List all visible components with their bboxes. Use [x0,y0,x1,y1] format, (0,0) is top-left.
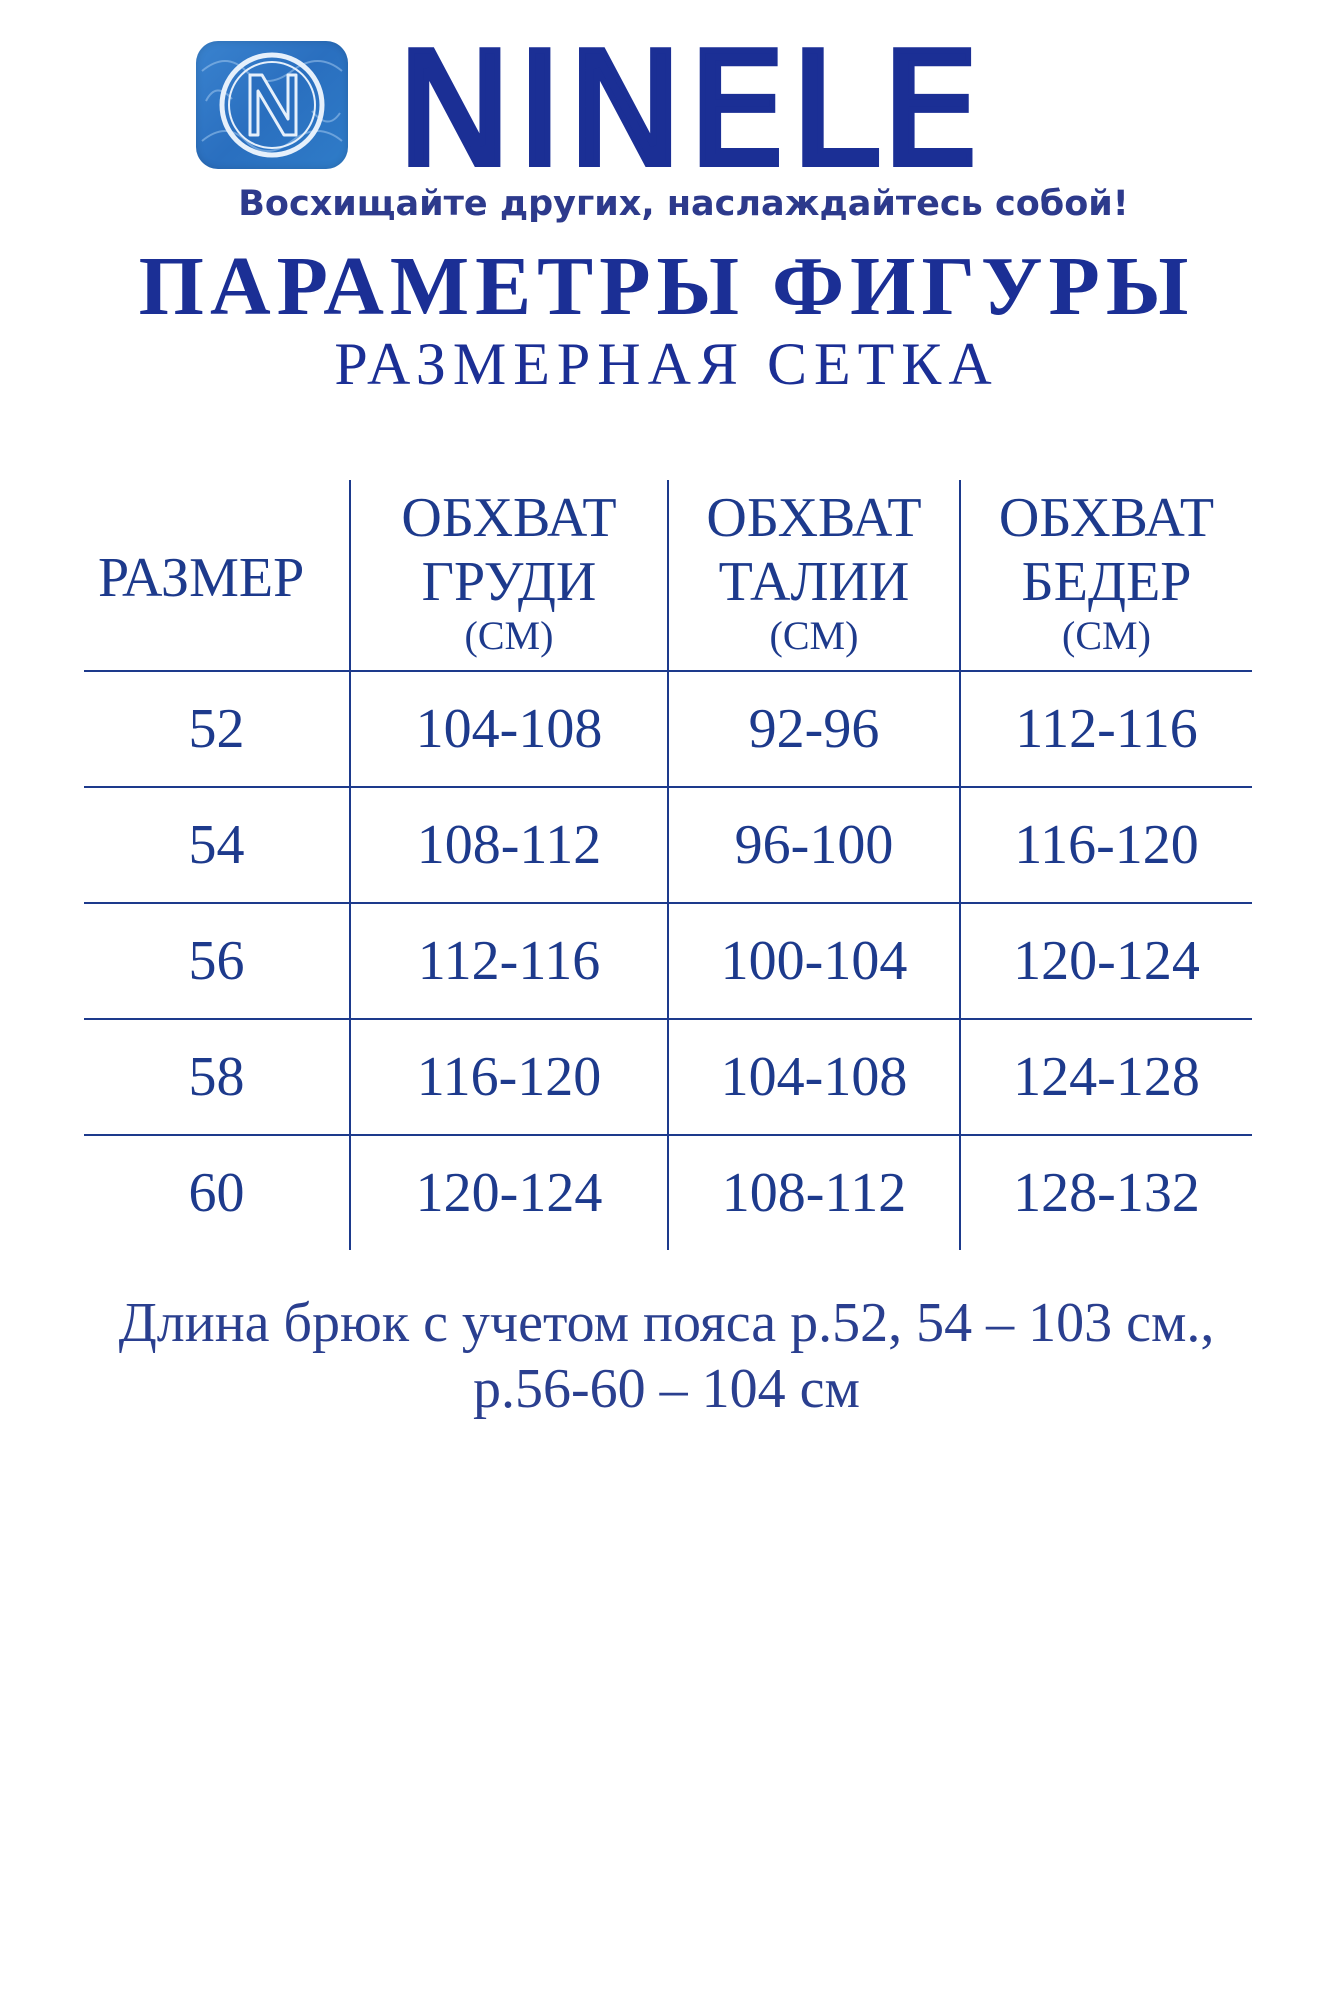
cell-waist: 104-108 [668,1019,960,1135]
table-row [84,903,1252,1019]
cell-size: 56 [84,903,350,1019]
header-label: ГРУДИ [421,551,597,613]
cell-chest: 120-124 [350,1135,668,1250]
header-size [84,480,350,671]
cell-hips: 120-124 [960,903,1252,1019]
header-label: ОБХВАТ [706,487,922,549]
cell-size: 54 [84,787,350,903]
cell-size: 60 [188,1162,245,1224]
page-subtitle: РАЗМЕРНАЯ СЕТКА [334,331,999,397]
brand-slogan: Восхищайте других, наслаждайтесь собой! [238,184,1129,224]
brand-logo [196,19,984,201]
table-row [84,787,1252,903]
cell-size: 58 [84,1019,350,1135]
table-row [84,1019,1252,1135]
cell-chest: 116-120 [350,1019,668,1135]
cell-chest: 104-108 [350,671,668,787]
cell-hips: 124-128 [960,1019,1252,1135]
cell-hips: 112-116 [960,671,1252,787]
cell-chest: 108-112 [350,787,668,903]
table-row [84,671,1252,787]
header-label: ТАЛИИ [718,551,910,613]
header-label: БЕДЕР [1021,551,1192,613]
table-header-row [84,480,1252,671]
cell-size: 52 [84,671,350,787]
header-label: ОБХВАТ [401,487,617,549]
header-waist [668,480,960,671]
trouser-length-note [0,1290,1333,1422]
page-title: ПАРАМЕТРЫ ФИГУРЫ [138,240,1195,333]
header-unit: (СМ) [769,613,859,658]
cell-waist: 108-112 [668,1135,960,1250]
note-line: р.56-60 – 104 см [473,1358,860,1420]
header-unit: (СМ) [464,613,554,658]
header-unit: (СМ) [1062,613,1151,658]
header-label: ОБХВАТ [998,487,1215,549]
header-hips [960,480,1252,671]
header-chest [350,480,668,671]
cell-hips: 116-120 [960,787,1252,903]
ninele-n-monogram-icon [196,41,348,169]
header-label: РАЗМЕР [98,547,305,609]
cell-waist: 96-100 [668,787,960,903]
cell-waist: 100-104 [668,903,960,1019]
table-row [84,1135,1252,1250]
cell-hips: 128-132 [960,1135,1252,1250]
brand-wordmark: NINELE [396,19,984,201]
cell-waist: 92-96 [668,671,960,787]
note-line: Длина брюк с учетом пояса р.52, 54 – 103 см., [118,1292,1215,1354]
size-chart-table [84,480,1252,1250]
cell-chest: 112-116 [350,903,668,1019]
